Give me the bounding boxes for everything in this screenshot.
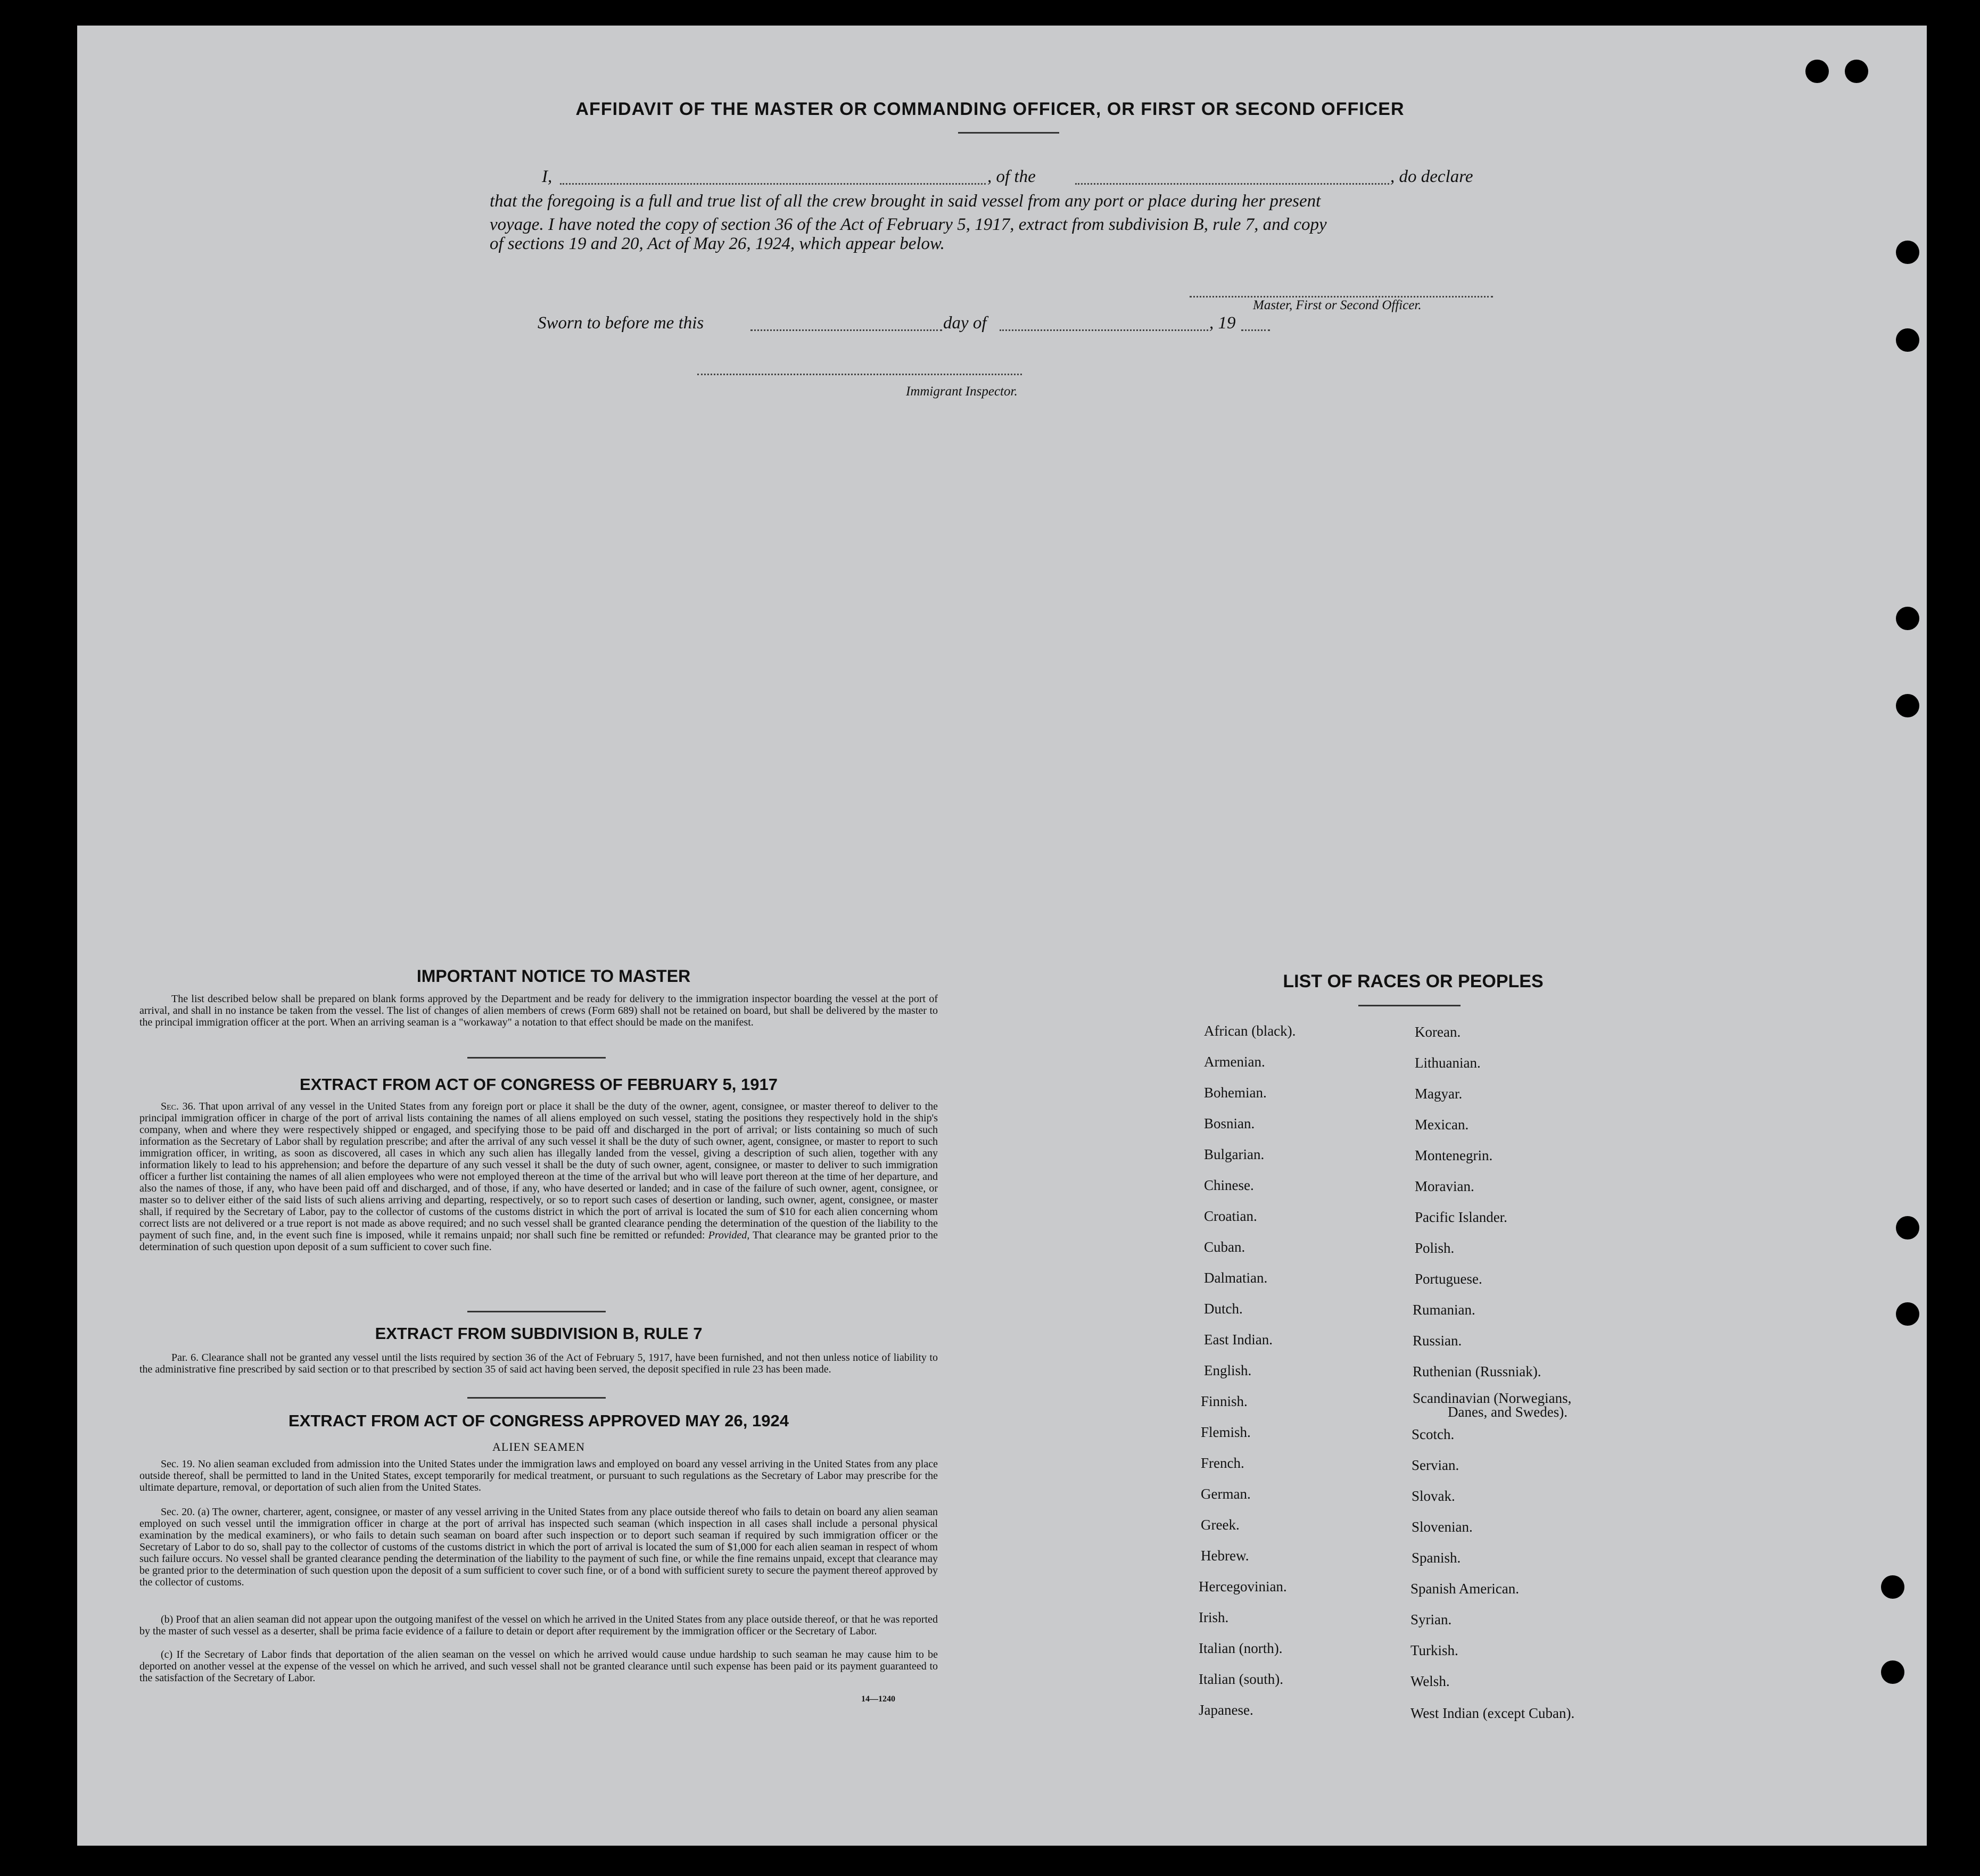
race-item: Flemish. [1201, 1424, 1251, 1440]
declaration-line-1 [490, 165, 1533, 188]
race-item: French. [1201, 1455, 1244, 1471]
races-title: LIST OF RACES OR PEOPLES [1283, 971, 1544, 991]
year-label: , 19 [1209, 313, 1236, 333]
sworn-month-blank [1000, 329, 1208, 331]
of-the-label: , of the [987, 167, 1036, 186]
inspector-signature-caption: Immigrant Inspector. [906, 384, 1018, 399]
race-item: East Indian. [1204, 1332, 1273, 1348]
race-item: Mexican. [1415, 1117, 1469, 1133]
punch-hole [1881, 1575, 1904, 1599]
race-item: Dalmatian. [1204, 1270, 1268, 1286]
race-item: West Indian (except Cuban). [1410, 1705, 1575, 1721]
divider [1358, 1005, 1461, 1006]
divider [467, 1311, 606, 1312]
race-item: Ruthenian (Russniak). [1413, 1363, 1541, 1379]
divider [958, 132, 1059, 134]
vessel-name-blank [1075, 183, 1389, 185]
race-item: German. [1201, 1486, 1251, 1502]
race-item: Japanese. [1199, 1702, 1253, 1718]
extract-1924-sec20c: (c) If the Secretary of Labor finds that deportation of the alien seaman on the vessel on which he arrived would cause undue hardship to such seaman he may cause him to be deported on another vessel at the expense of the vessel on which he arrived, and such vessel shall not be granted clearance until such expense has been paid or its payment guaranteed to the satisfaction of the Secretary of Labor. [139, 1649, 938, 1684]
punch-hole [1881, 1660, 1904, 1684]
sworn-year-blank [1241, 329, 1270, 331]
race-item: Russian. [1413, 1333, 1462, 1349]
race-item: Lithuanian. [1415, 1055, 1481, 1071]
race-item: Italian (south). [1199, 1671, 1283, 1687]
inspector-signature-line [697, 374, 1022, 375]
punch-hole [1896, 694, 1919, 717]
extract-1917-body: That upon arrival of any vessel in the United States from any foreign port or place it shall be the duty of the owner, agent, consignee, or master thereof to deliver to the principal immigration officer in charge of the port of arrival lists containing the names of all aliens employed on such vessel, stating the positions they respectively hold in the ship's company, when and where they were respectively shipped or engaged, and specifying those to be paid off and discharged in the port of arrival; or lists containing so much of such information as the Secretary of Labor shall by regulation prescribe; and after the arrival of any such vessel it shall be the duty of such owner, agent, consignee, or master to report to such immigration officer, in writing, as soon as discovered, all cases in which any such alien has illegally landed from the vessel, giving a description of such alien, together with any information likely to lead to his apprehension; and before the departure of any such vessel it shall be the duty of such owner, agent, consignee, or master to deliver to such immigration officer a further list containing the names of all alien employees who were not employed thereon at the time of the arrival but who will leave port thereon at the time of her departure, and also the names of those, if any, who have been paid off and discharged, and of those, if any, who have deserted or landed; and in case of the failure of such owner, agent, consignee, or master so to deliver either of the said lists of such aliens arriving and departing, respectively, or so to report such cases of desertion or landing, such owner, agent, consignee, or master shall, if required by the Secretary of Labor, pay to the collector of customs of the customs district in which the port of arrival is located the sum of $10 for each alien concerning whom correct lists are not delivered or a true report is not made as above required; and no such vessel shall be granted clearance pending the determination of the question of the liability to the payment of such fine, and, in the event such fine is imposed, while it remains unpaid; nor shall such fine be remitted or refunded: [139, 1101, 938, 1241]
master-signature-line [1190, 296, 1493, 297]
i-label: I, [542, 167, 552, 186]
race-item: Bulgarian. [1204, 1146, 1265, 1162]
affidavit-title: AFFIDAVIT OF THE MASTER OR COMMANDING OFFICER, OR FIRST OR SECOND OFFICER [575, 99, 1405, 119]
declaration-line-2: that the foregoing is a full and true list of all the crew brought in said vessel from any port or place during her present [490, 192, 1321, 211]
race-item: Greek. [1201, 1517, 1240, 1533]
day-of-label: day of [943, 313, 987, 333]
race-item: Welsh. [1410, 1673, 1450, 1689]
extract-1924-subtitle: ALIEN SEAMEN [492, 1440, 585, 1453]
rule7-text: Par. 6. Clearance shall not be granted any vessel until the lists required by section 36 of the Act of February 5, 1917, have been furnished, and not then unless notice of liability to the administrative fine prescribed by said section or to that prescribed by section 35 of said act having been served, the deposit specified in rule 23 has been made. [139, 1352, 938, 1375]
extract-1924-sec20a: Sec. 20. (a) The owner, charterer, agent, consignee, or master of any vessel arriving in the United States from any place outside thereof who fails to detain on board any alien seaman employed on such vessel until the immigration officer in charge at the port of arrival has inspected such seaman (which inspection in all cases shall include a personal physical examination by the medical examiners), or who fails to detain such seaman on board after such inspection or to deport such seaman if required by such immigration officer or the Secretary of Labor to do so, shall pay to the collector of customs of the customs district in which the port of arrival is located the sum of $1,000 for each alien seaman in respect of whom such failure occurs. No vessel shall be granted clearance pending the determination of the liability to the payment of such fine, or while the fine remains unpaid, except that clearance may be granted prior to the determination of such question upon the deposit of a sum sufficient to cover such fine, or of a bond with sufficient surety to secure the payment thereof approved by the collector of customs. [139, 1506, 938, 1588]
race-item: Scotch. [1412, 1426, 1455, 1442]
punch-hole [1805, 60, 1829, 83]
race-item: Polish. [1415, 1240, 1455, 1256]
extract-1924-sec19: Sec. 19. No alien seaman excluded from admission into the United States under the immigration laws and employed on board any vessel arriving in the United States from any place outside thereof, shall be permitted to land in the United States, except temporarily for medical treatment, or pursuant to such regulations as the Secretary of Labor may prescribe for the ultimate departure, removal, or deportation of such alien from the United States. [139, 1458, 938, 1493]
race-item: Portuguese. [1415, 1271, 1482, 1287]
punch-hole [1845, 60, 1868, 83]
race-item: Montenegrin. [1415, 1147, 1493, 1163]
extract-1917-text [139, 1101, 938, 1253]
race-item: Dutch. [1204, 1301, 1243, 1317]
extract-1917-title: EXTRACT FROM ACT OF CONGRESS OF FEBRUARY 5, 1917 [300, 1075, 778, 1094]
notice-text: The list described below shall be prepared on blank forms approved by the Department and be ready for delivery to the immigration inspector boarding the vessel at the port of arrival, and shall in no instance be taken from the vessel. The list of changes of alien members of crews (Form 689) shall not be retained on board, but shall be delivered by the master to the principal immigration officer at the port. When an arriving seaman is a "workaway" a notation to that effect should be made on the manifest. [139, 993, 938, 1028]
master-signature-caption: Master, First or Second Officer. [1253, 298, 1422, 312]
extract-1917-section: Sec. 36. [161, 1101, 196, 1112]
race-item: Italian (north). [1199, 1640, 1283, 1656]
notice-title: IMPORTANT NOTICE TO MASTER [416, 966, 691, 986]
race-item: Cuban. [1204, 1239, 1245, 1255]
extract-1917-provided: Provided, [708, 1229, 750, 1241]
race-item: Moravian. [1415, 1178, 1474, 1194]
race-item: Hebrew. [1201, 1548, 1249, 1564]
declaration-line-4: of sections 19 and 20, Act of May 26, 1924, which appear below. [490, 234, 945, 253]
race-item: Rumanian. [1413, 1302, 1475, 1318]
punch-hole [1896, 607, 1919, 630]
punch-hole [1896, 241, 1919, 264]
race-item: Irish. [1199, 1609, 1229, 1625]
race-item: Finnish. [1201, 1393, 1248, 1409]
race-item: Magyar. [1415, 1086, 1463, 1102]
do-declare-label: , do declare [1390, 167, 1473, 186]
race-item: Spanish. [1412, 1550, 1461, 1566]
race-item: Bohemian. [1204, 1085, 1267, 1101]
race-item: Danes, and Swedes). [1448, 1404, 1568, 1420]
punch-hole [1896, 1216, 1919, 1239]
sworn-label: Sworn to before me this [538, 313, 704, 333]
punch-hole [1896, 328, 1919, 352]
master-name-blank [560, 183, 986, 185]
race-item: Turkish. [1410, 1642, 1458, 1658]
race-item: Armenian. [1204, 1054, 1265, 1070]
extract-1924-title: EXTRACT FROM ACT OF CONGRESS APPROVED MAY 26, 1924 [288, 1411, 789, 1430]
sworn-day-blank [750, 329, 942, 331]
race-item: Pacific Islander. [1415, 1209, 1507, 1225]
sworn-line [538, 311, 1283, 335]
race-item: Croatian. [1204, 1208, 1257, 1224]
race-item: Slovak. [1412, 1488, 1455, 1504]
form-number: 14—1240 [861, 1695, 895, 1704]
divider [467, 1397, 606, 1399]
race-item: Hercegovinian. [1199, 1579, 1287, 1594]
extract-1924-sec20b: (b) Proof that an alien seaman did not appear upon the outgoing manifest of the vessel on which he arrived in the United States from any place outside thereof, or that he was reported by the master of such vessel as a deserter, shall be prima facie evidence of a failure to detain or deport after requirement by the immigration officer or the Secretary of Labor. [139, 1614, 938, 1637]
race-item: Scandinavian (Norwegians, [1413, 1390, 1572, 1406]
punch-hole [1896, 1302, 1919, 1326]
race-item: Spanish American. [1410, 1581, 1519, 1597]
race-item: Korean. [1415, 1024, 1461, 1040]
race-item: Chinese. [1204, 1177, 1254, 1193]
extract-1917-body-end: That clearance may be granted prior to the determination of such question upon deposit of a sum sufficient to cover such fine. [139, 1229, 938, 1253]
race-item: Slovenian. [1412, 1519, 1473, 1535]
divider [467, 1057, 606, 1059]
rule7-title: EXTRACT FROM SUBDIVISION B, RULE 7 [375, 1324, 703, 1343]
race-item: Bosnian. [1204, 1115, 1255, 1131]
race-item: Syrian. [1410, 1611, 1452, 1627]
race-item: African (black). [1204, 1023, 1296, 1039]
race-item: Servian. [1412, 1457, 1459, 1473]
declaration-line-3: voyage. I have noted the copy of section 36 of the Act of February 5, 1917, extract from subdivision B, rule 7, and copy [490, 215, 1327, 234]
race-item: English. [1204, 1362, 1252, 1378]
